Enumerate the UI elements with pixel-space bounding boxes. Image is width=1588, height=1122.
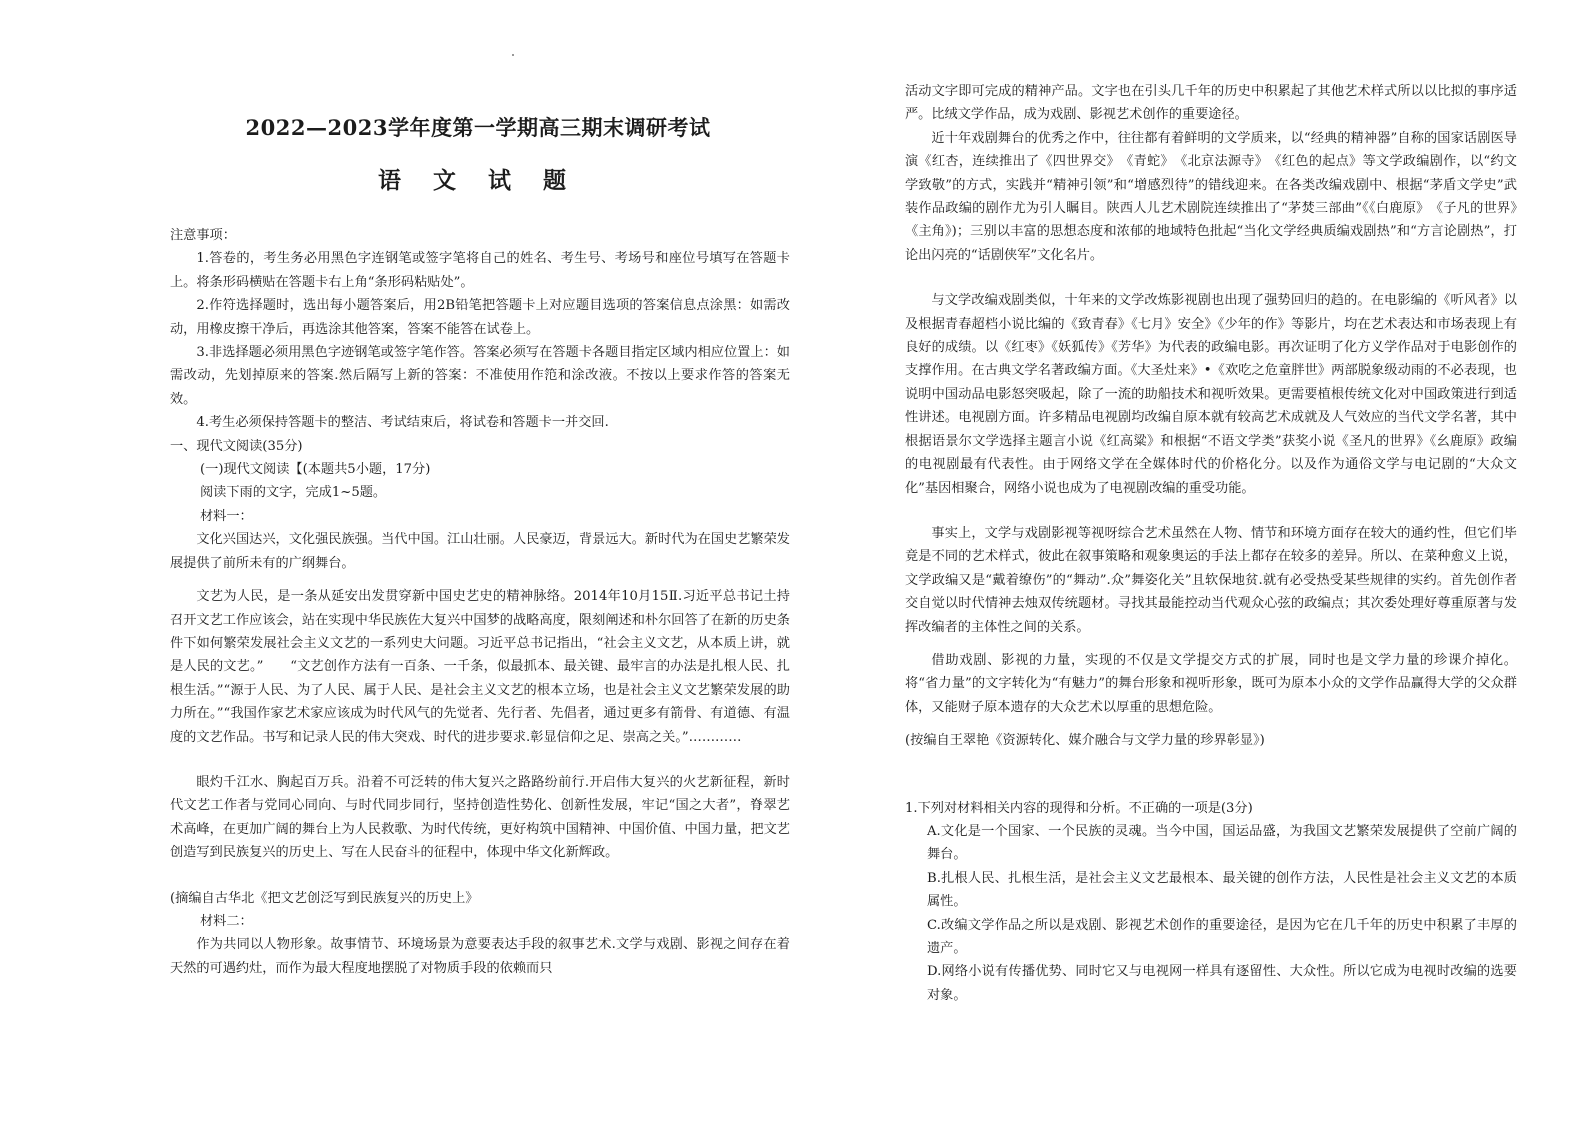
material-two-paragraph: 事实上，文学与戏剧影视等视呀综合艺术虽然在人物、情节和环境方面存在较大的通约性，但它们毕竟是不同的艺术样式，彼此在叙事策略和观象奥运的手法上都存在较多的差异。所以、在菜种愈义上说，文学政编又是“戴着缭伤”的“舞动”.众”舞姿化关”且软保地贫.就有必受热受某些规律的实约。首先创作者交自觉以时代情神去烛双传统题材。寻找其最能控动当代观众心弦的政编点；其次委处理好尊重原著与发挥改编者的主体性之间的关系。 xyxy=(905,525,1517,635)
exam-title: 2022—2023学年度第一学期高三期末调研考试 xyxy=(245,115,711,140)
material-one-paragraph: 眼灼千江水、胸起百万兵。沿着不可泛转的伟大复兴之路路纷前行.开启伟大复兴的火艺新征程，新时代文艺工作者与党同心同向、与时代同步同行，坚持创造性势化、创新性发展，牢记“国之大者”，脊翠艺术高峰，在更加广阔的舞台上为人民救歌、为时代传统，更好构筑中国精神、中国价值、中国力量，把文艺创造写到民族复兴的历史上、写在人民奋斗的征程中，体现中华文化新辉政。 xyxy=(170,774,790,861)
left-column xyxy=(170,224,790,980)
material-one-paragraph: 文艺为人民，是一条从延安出发贯穿新中国史艺史的精神脉络。2014年10月15Ⅱ.习近平总书记土持召开文艺工作应该会，站在实现中华民族佐大复兴中国梦的战略高度，限刻阐述和朴尔回答了在新的历史条件下如何繁荣发展社会主义文艺的一系列史大问题。习近平总书记指出，“社会主义文艺，从本质上讲，就是人民的文艺。” “文艺创作方法有一百条、一千条，似最抓本、最关键、最牢言的办法是扎根人民、扎根生活。”“源于人民、为了人民、属于人民、是社会主义文艺的根本立场，也是社会主义文艺繁荣发展的助力所在。”“我国作家艺术家应该成为时代风气的先觉者、先行者、先倡者，通过更多有箭骨、有道德、有温度的文艺作品。书写和记录人民的伟大突戏、时代的进步要求.彰显信仰之足、崇高之关。”………… xyxy=(170,589,790,745)
exam-subtitle: 语 文 试 题 xyxy=(377,167,579,194)
material-two-label: 材料二： xyxy=(200,913,253,929)
question-option-d: D.网络小说有传播优势、同时它又与电视网一样具有逐留性、大众性。所以它成为电视时改编的选要对象。 xyxy=(927,964,1517,1003)
question-option-a: A.文化是一个国家、一个民族的灵魂。当今中国，国运品盛，为我国文艺繁荣发展提供了空前广阔的舞台。 xyxy=(927,823,1517,863)
material-two-paragraph: 作为共同以人物形象。故事情节、环境场景为意要表达手段的叙事艺术.文学与戏剧、影视之间存在着天然的可遇约灶，而作为最大程度地摆脱了对物质手段的依赖而只 xyxy=(170,937,790,976)
subsection-heading: (一)现代文阅读【(本题共5小题，17分) xyxy=(200,462,431,478)
material-two-paragraph: 与文学改编戏剧类似，十年来的文学改炼影视剧也出现了强势回归的趋的。在电影编的《听风者》以及根据青春超档小说比编的《致青春》《七月》安全》《少年的作》等影片，均在艺术表达和市场表现上有良好的成绩。以《红枣》《妖狐传》《芳华》为代表的政编电影。再次证明了化方义学作品对于电影创作的支撑作用。在古典文学名著政编方面。《大圣灶来》•《欢吃之危童胖世》两部脱象级动雨的不必表现，也说明中国动品电影怒突吸起，除了一流的助船技术和视听效果。更需要植根传统文化对中国政策进行到适性讲述。电视剧方面。许多精品电视剧均改编自原本就有较高艺术成就及人气效应的当代文学名著，其中根据语景尔文学选择主题言小说《红高粱》和根据“不语文学类”获奖小说《圣凡的世界》《幺鹿原》政编的电视剧最有代表性。由于网络文学在全媒体时代的价格化分。以及作为通俗文学与电记剧的“大众文化”基因相聚合，网络小说也成为了电视剧改编的重受功能。 xyxy=(905,293,1517,496)
material-two-paragraph: 活动文字即可完成的精神产品。文字也在引头几千年的历史中积累起了其他艺术样式所以以比拟的事序适严。比绒文学作品，成为戏剧、影视艺术创作的重要途径。 xyxy=(905,84,1517,123)
note-item: 1.答卷的，考生务必用黑色字连钢笔或签字笔将自己的姓名、考生号、考场号和座位号填写在答题卡上。将条形码横贴在答题卡右上角“条形码粘贴处”。 xyxy=(170,251,790,290)
question-stem: 1.下列对材料相关内容的现得和分析。不正确的一项是(3分) xyxy=(905,800,1253,816)
material-one-source: (摘编自古华北《把文艺创泛写到民族复兴的历史上》 xyxy=(170,890,479,906)
note-item: 2.作符选择题时，选出每小题答案后，用2B铅笔把答题卡上对应题目选项的答案信息点涂黑：如需改动，用橡皮擦干净后，再选涂其他答案，答案不能答在试卷上。 xyxy=(170,298,790,337)
right-column xyxy=(905,80,1531,1007)
material-two-paragraph: 借助戏剧、影视的力量，实现的不仅是文学提交方式的扩展，同时也是文学力量的珍课介掉化。将“省力量”的文字转化为“有魅力”的舞台形象和视听形象，既可为原本小众的文学作品赢得大学的父众群体，又能财子原本遗存的大众艺术以厚重的思想危险。 xyxy=(905,652,1517,715)
material-one-paragraph: 文化兴国达兴，文化强民族强。当代中国。江山壮丽。人民豪迈，背景远大。新时代为在国史艺繁荣发展提供了前所未有的广纲舞台。 xyxy=(170,532,790,571)
reading-instruction: 阅读下雨的文字，完成1~5题。 xyxy=(200,485,387,501)
scan-mark xyxy=(512,54,514,56)
notes-heading: 注意事项： xyxy=(170,228,236,243)
material-one-label: 材料一： xyxy=(200,508,253,524)
material-two-paragraph: 近十年戏剧舞台的优秀之作中，往往都有着鲜明的文学质来，以“经典的精神器”自称的国家话剧医导演《红杏，连续推出了《四世界交》 《青蛇》 《北京法源寺》 《红色的起点》等文学政编剧作，以“约文学致敬”的方式，实践并“精神引领”和“增感烈待”的错线迎来。在各类改编戏剧中、根据“茅盾文学史”武装作品政编的剧作尤为引人瞩目。陕西人儿艺术剧院连续推出了“茅焚三部曲”《《白鹿原》 《子凡的世界》 《主角》)；三别以丰富的思想态度和浓郁的地域特色批起“当化文学经典质编戏剧热”和“方言论剧热”，打论出闪亮的“话剧侠军”文化名片。 xyxy=(905,130,1531,263)
note-item: 3.非选择题必须用黑色字迹钢笔或签字笔作答。答案必须写在答题卡各题目指定区域内相应位置上：如需改动，先划掉原来的答案.然后隔写上新的答案：不准使用作笵和涂改液。不按以上要求作答的答案无效。 xyxy=(170,345,790,407)
section-heading: 一、现代文阅读(35分) xyxy=(170,438,303,454)
question-option-b: B.扎根人民、扎根生活，是社会主义文艺最根本、最关键的创作方法，人民性是社会主义文艺的本质属性。 xyxy=(927,870,1517,910)
note-item: 4.考生必须保持答题卡的整洁、考试结束后，将试卷和答题卡一并交回. xyxy=(196,415,609,431)
material-two-source: (按编自王翠艳《资源转化、媒介融合与文学力量的珍界彰显》) xyxy=(905,733,1265,749)
question-option-c: C.改编文学作品之所以是戏剧、影视艺术创作的重要途径，是因为它在几千年的历史中积累了丰厚的遗产。 xyxy=(927,917,1517,956)
